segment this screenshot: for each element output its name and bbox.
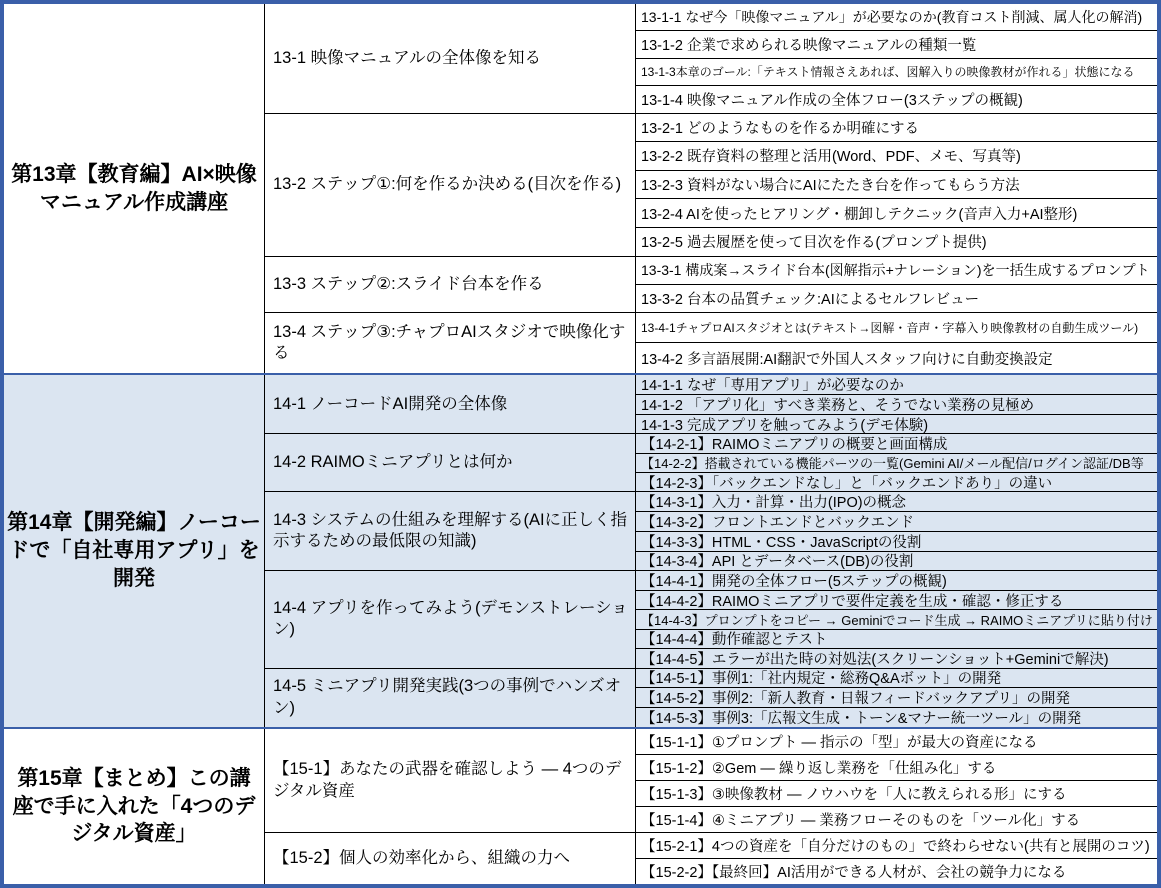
subsection-cell[interactable]: 13-2-2 既存資料の整理と活用(Word、PDF、メモ、写真等) bbox=[636, 141, 1157, 170]
chapter-row bbox=[4, 373, 1157, 729]
section-row bbox=[265, 832, 1157, 884]
subsection-cell[interactable]: 13-4-2 多言語展開:AI翻訳で外国人スタッフ向けに自動変換設定 bbox=[636, 342, 1157, 373]
subsection-cell[interactable]: 【15-2-1】4つの資産を「自分だけのもの」で終わらせない(共有と展開のコツ) bbox=[641, 839, 1150, 855]
subsection-list bbox=[635, 833, 1157, 884]
subsection-cell[interactable]: 【14-2-2】搭載されている機能パーツの一覧(Gemini AI/メール配信/ログイン認証/DB等 bbox=[636, 453, 1157, 472]
subsection-cell[interactable]: 13-3-2 台本の品質チェック:AIによるセルフレビュー bbox=[636, 284, 1157, 312]
subsection-cell[interactable]: 【14-5-1】事例1:「社内規定・総務Q&Aボット」の開発 bbox=[641, 671, 1002, 688]
subsection-list bbox=[635, 375, 1157, 433]
subsection-cell[interactable]: 【14-4-3】プロンプトをコピー → Geminiでコード生成 → RAIMOミニアプリに貼り付け bbox=[636, 609, 1157, 628]
subsection-cell[interactable]: 13-2-3 資料がない場合にAIにたたき台を作ってもらう方法 bbox=[636, 170, 1157, 199]
section-row bbox=[265, 375, 1157, 433]
subsection-cell[interactable]: 【14-5-3】事例3:「広報文生成・トーン&マナー統一ツール」の開発 bbox=[636, 707, 1157, 727]
subsection-list bbox=[635, 313, 1157, 373]
subsection-cell[interactable]: 14-1-3 完成アプリを触ってみよう(デモ体験) bbox=[636, 414, 1157, 434]
chapter-title-cell[interactable]: 第13章【教育編】AI×映像マニュアル作成講座 bbox=[11, 162, 257, 214]
subsection-cell[interactable]: 【15-1-2】②Gem — 繰り返し業務を「仕組み化」する bbox=[636, 754, 1157, 780]
subsection-cell[interactable]: 13-2-5 過去履歴を使って目次を作る(プロンプト提供) bbox=[636, 227, 1157, 256]
chapter-title-cell[interactable]: 第15章【まとめ】この講座で手に入れた「4つのデジタル資産」 bbox=[12, 766, 256, 846]
section-label-cell[interactable]: 13-4 ステップ③:チャプロAIスタジオで映像化する bbox=[273, 322, 626, 362]
section-label-cell[interactable]: 14-4 アプリを作ってみよう(デモンストレーション) bbox=[273, 599, 628, 639]
subsection-cell[interactable]: 13-1-3本章のゴール:「テキスト情報さえあれば、図解入りの映像教材が作れる」状態になる bbox=[636, 58, 1157, 85]
chapter-title-cell[interactable]: 第14章【開発編】ノーコードで「自社専用アプリ」を開発 bbox=[7, 511, 261, 590]
subsection-cell[interactable]: 13-1-4 映像マニュアル作成の全体フロー(3ステップの概観) bbox=[636, 85, 1157, 112]
section-label-cell[interactable]: 14-3 システムの仕組みを理解する(AIに正しく指示するための最低限の知識) bbox=[273, 510, 628, 551]
chapter-row bbox=[4, 729, 1157, 884]
subsection-cell[interactable]: 【14-4-1】開発の全体フロー(5ステップの概観) bbox=[641, 574, 947, 590]
subsection-cell[interactable]: 14-1-1 なぜ「専用アプリ」が必要なのか bbox=[641, 377, 904, 394]
subsection-cell[interactable]: 【15-2-2】【最終回】AI活用ができる人材が、会社の競争力になる bbox=[636, 858, 1157, 884]
subsection-cell[interactable]: 【14-5-2】事例2:「新人教育・日報フィードバックアプリ」の開発 bbox=[636, 687, 1157, 707]
section-row bbox=[265, 312, 1157, 373]
subsection-cell[interactable]: 14-1-2 「アプリ化」すべき業務と、そうでない業務の見極め bbox=[636, 394, 1157, 414]
subsection-cell[interactable]: 13-3-1 構成案→スライド台本(図解指示+ナレーション)を一括生成するプロンプト bbox=[641, 262, 1150, 279]
section-label-cell[interactable]: 14-1 ノーコードAI開発の全体像 bbox=[273, 394, 508, 413]
chapter-sections bbox=[264, 729, 1157, 884]
section-row bbox=[265, 570, 1157, 667]
section-label-cell[interactable]: 13-2 ステップ①:何を作るか決める(目次を作る) bbox=[273, 174, 622, 193]
subsection-cell[interactable]: 【15-1-1】①プロンプト — 指示の「型」が最大の資産になる bbox=[641, 735, 1038, 751]
section-row bbox=[265, 256, 1157, 312]
subsection-cell[interactable]: 13-1-1 なぜ今「映像マニュアル」が必要なのか(教育コスト削減、属人化の解消) bbox=[641, 9, 1143, 26]
section-row bbox=[265, 433, 1157, 491]
section-row bbox=[265, 729, 1157, 832]
subsection-cell[interactable]: 13-4-1チャプロAIスタジオとは(テキスト→図解・音声・字幕入り映像教材の自動生成ツール) bbox=[641, 321, 1139, 336]
subsection-list bbox=[635, 4, 1157, 113]
subsection-cell[interactable]: 【14-4-4】動作確認とテスト bbox=[636, 629, 1157, 648]
subsection-cell[interactable]: 【14-2-1】RAIMOミニアプリの概要と画面構成 bbox=[641, 437, 948, 453]
subsection-list bbox=[635, 257, 1157, 312]
subsection-cell[interactable]: 【14-3-2】フロントエンドとバックエンド bbox=[636, 511, 1157, 531]
section-label-cell[interactable]: 13-3 ステップ②:スライド台本を作る bbox=[273, 274, 544, 293]
subsection-list bbox=[635, 571, 1157, 667]
subsection-cell[interactable]: 13-1-2 企業で求められる映像マニュアルの種類一覧 bbox=[636, 30, 1157, 57]
subsection-cell[interactable]: 【14-3-1】入力・計算・出力(IPO)の概念 bbox=[641, 495, 907, 511]
chapter-sections bbox=[264, 4, 1157, 373]
subsection-cell[interactable]: 【14-3-3】HTML・CSS・JavaScriptの役割 bbox=[636, 531, 1157, 551]
subsection-cell[interactable]: 【15-1-3】③映像教材 — ノウハウを「人に教えられる形」にする bbox=[636, 780, 1157, 806]
section-row bbox=[265, 113, 1157, 256]
subsection-list bbox=[635, 492, 1157, 570]
subsection-cell[interactable]: 【14-4-5】エラーが出た時の対処法(スクリーンショット+Geminiで解決) bbox=[636, 648, 1157, 667]
subsection-list bbox=[635, 114, 1157, 256]
section-row bbox=[265, 491, 1157, 570]
subsection-list bbox=[635, 729, 1157, 832]
subsection-list bbox=[635, 669, 1157, 727]
section-row bbox=[265, 668, 1157, 727]
section-label-cell[interactable]: 【15-1】あなたの武器を確認しよう — 4つのデジタル資産 bbox=[273, 760, 622, 800]
chapter-row bbox=[4, 4, 1157, 373]
subsection-cell[interactable]: 【14-4-2】RAIMOミニアプリで要件定義を生成・確認・修正する bbox=[636, 590, 1157, 609]
subsection-cell[interactable]: 【14-2-3】「バックエンドなし」と「バックエンドあり」の違い bbox=[636, 472, 1157, 491]
subsection-list bbox=[635, 434, 1157, 491]
subsection-cell[interactable]: 13-2-4 AIを使ったヒアリング・棚卸しテクニック(音声入力+AI整形) bbox=[636, 198, 1157, 227]
subsection-cell[interactable]: 【14-3-4】API とデータベース(DB)の役割 bbox=[636, 551, 1157, 571]
section-label-cell[interactable]: 13-1 映像マニュアルの全体像を知る bbox=[273, 48, 541, 67]
section-label-cell[interactable]: 14-5 ミニアプリ開発実践(3つの事例でハンズオン) bbox=[273, 677, 622, 717]
section-row bbox=[265, 4, 1157, 113]
subsection-cell[interactable]: 13-2-1 どのようなものを作るか明確にする bbox=[641, 120, 919, 137]
chapter-sections bbox=[264, 375, 1157, 727]
subsection-cell[interactable]: 【15-1-4】④ミニアプリ — 業務フローそのものを「ツール化」する bbox=[636, 806, 1157, 832]
section-label-cell[interactable]: 【15-2】個人の効率化から、組織の力へ bbox=[273, 848, 571, 867]
section-label-cell[interactable]: 14-2 RAIMOミニアプリとは何か bbox=[273, 453, 513, 472]
